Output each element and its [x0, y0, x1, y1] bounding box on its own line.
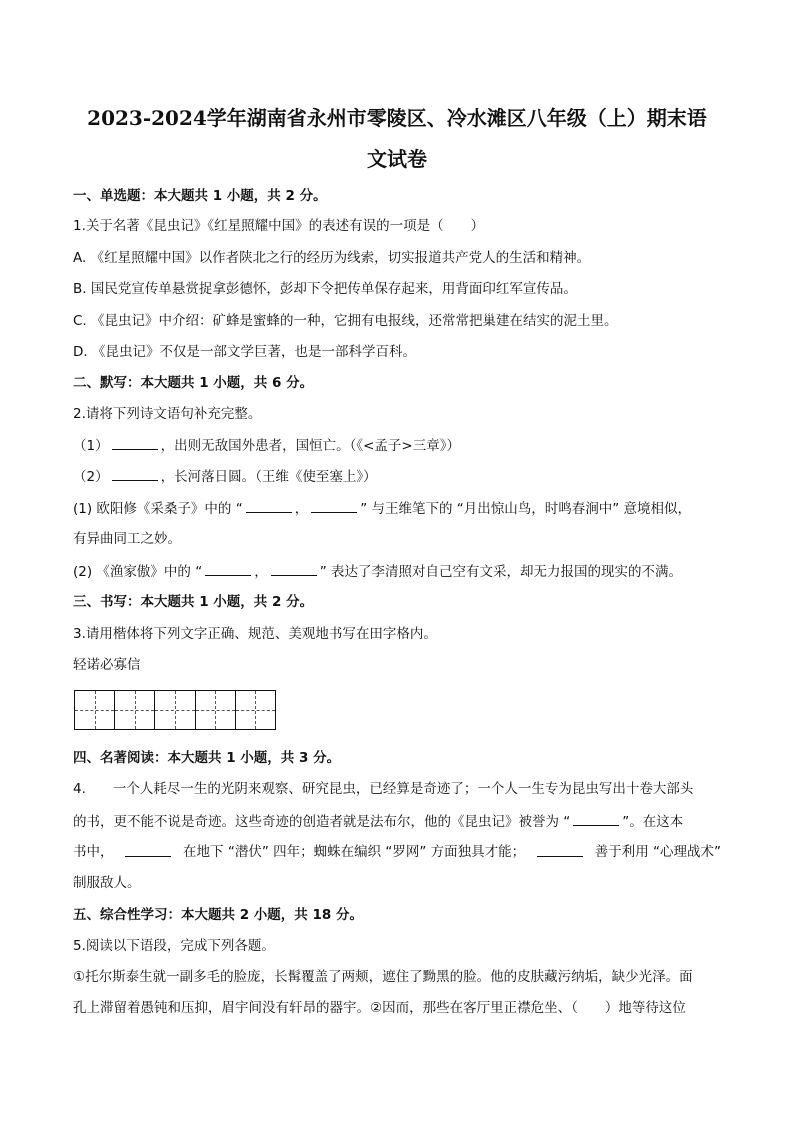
tianzige-grid[interactable]: [74, 690, 276, 730]
question-1: 1.关于名著《昆虫记》《红星照耀中国》的表述有误的一项是（ ）: [73, 218, 485, 234]
section3-header: 三、书写：本大题共 1 小题，共 2 分。: [73, 594, 314, 610]
copy-phrase: 轻诺必寡信: [73, 657, 141, 673]
grid-cell[interactable]: [115, 691, 155, 729]
passage-line1: ①托尔斯泰生就一副多毛的脸庞，长髯覆盖了两颊，遮住了黝黑的脸。他的皮肤藏污纳垢，缺少光泽。面: [73, 969, 693, 985]
section4-header: 四、名著阅读：本大题共 1 小题，共 3 分。: [73, 750, 341, 766]
answer-blank[interactable]: [112, 435, 158, 450]
grid-cell[interactable]: [236, 691, 275, 729]
option-a: A. 《红星照耀中国》以作者陕北之行的经历为线索，切实报道共产党人的生活和精神。: [73, 250, 591, 266]
passage-line2: 孔上滞留着愚钝和压抑，眉宇间没有轩昂的器宇。②因而，那些在客厅里正襟危坐、（ ）地等待这位: [73, 1000, 686, 1016]
grid-cell[interactable]: [196, 691, 236, 729]
section2-header: 二、默写：本大题共 1 小题，共 6 分。: [73, 375, 314, 391]
answer-blank[interactable]: [311, 498, 357, 513]
answer-blank[interactable]: [125, 842, 171, 857]
answer-blank[interactable]: [205, 561, 251, 576]
section5-header: 五、综合性学习：本大题共 2 小题，共 18 分。: [73, 907, 363, 923]
fill-item-3-cont: 有异曲同工之妙。: [73, 531, 181, 547]
question-2: 2.请将下列诗文语句补充完整。: [73, 406, 262, 422]
question-4-line1: 4. 一个人耗尽一生的光阴来观察、研究昆虫，已经算是奇迹了；一个人一生专为昆虫写出十卷大部头: [73, 781, 694, 797]
question-3: 3.请用楷体将下列文字正确、规范、美观地书写在田字格内。: [73, 626, 437, 642]
fill-item-1: （1） ，出则无敌国外患者，国恒亡。（《<孟子>三章》）: [73, 435, 460, 456]
answer-blank[interactable]: [537, 842, 583, 857]
grid-cell[interactable]: [155, 691, 195, 729]
question-5: 5.阅读以下语段，完成下列各题。: [73, 938, 275, 954]
fill-item-2: （2） ，长河落日圆。（王维《使至塞上》）: [73, 466, 377, 487]
answer-blank[interactable]: [573, 811, 619, 826]
option-d: D. 《昆虫记》不仅是一部文学巨著，也是一部科学百科。: [73, 344, 416, 360]
section1-header: 一、单选题：本大题共 1 小题，共 2 分。: [73, 188, 327, 204]
option-c: C. 《昆虫记》中介绍：矿蜂是蜜蜂的一种，它拥有电报线，还常常把巢建在结实的泥土里。: [73, 313, 618, 329]
fill-item-3: (1) 欧阳修《采桑子》中的 “ ， ” 与王维笔下的 “月出惊山鸟，时鸣春涧中” 意境相似，: [73, 498, 691, 519]
question-4-line3: 书中， 在地下 “潜伏” 四年；蜘蛛在编织 “罗网” 方面独具才能； 善于利用 “心理战术”: [73, 844, 721, 860]
question-4-line4: 制服敌人。: [73, 875, 141, 891]
answer-blank[interactable]: [271, 561, 317, 576]
fill-item-4: (2) 《渔家傲》中的 “ ， ” 表达了李清照对自己空有文采，却无力报国的现实的不满。: [73, 561, 682, 582]
option-b: B. 国民党宣传单悬赏捉拿彭德怀，彭却下令把传单保存起来，用背面印红军宣传品。: [73, 281, 577, 297]
page-title-line1: 2023-2024学年湖南省永州市零陵区、冷水滩区八年级（上）期末语: [87, 106, 707, 130]
answer-blank[interactable]: [246, 498, 292, 513]
question-4-line2: 的书，更不能不说是奇迹。这些奇迹的创造者就是法布尔，他的《昆虫记》被誉为 “ ”。在这本: [73, 811, 683, 832]
grid-cell[interactable]: [75, 691, 115, 729]
answer-blank[interactable]: [112, 466, 158, 481]
page-title-line2: 文试卷: [367, 147, 427, 171]
